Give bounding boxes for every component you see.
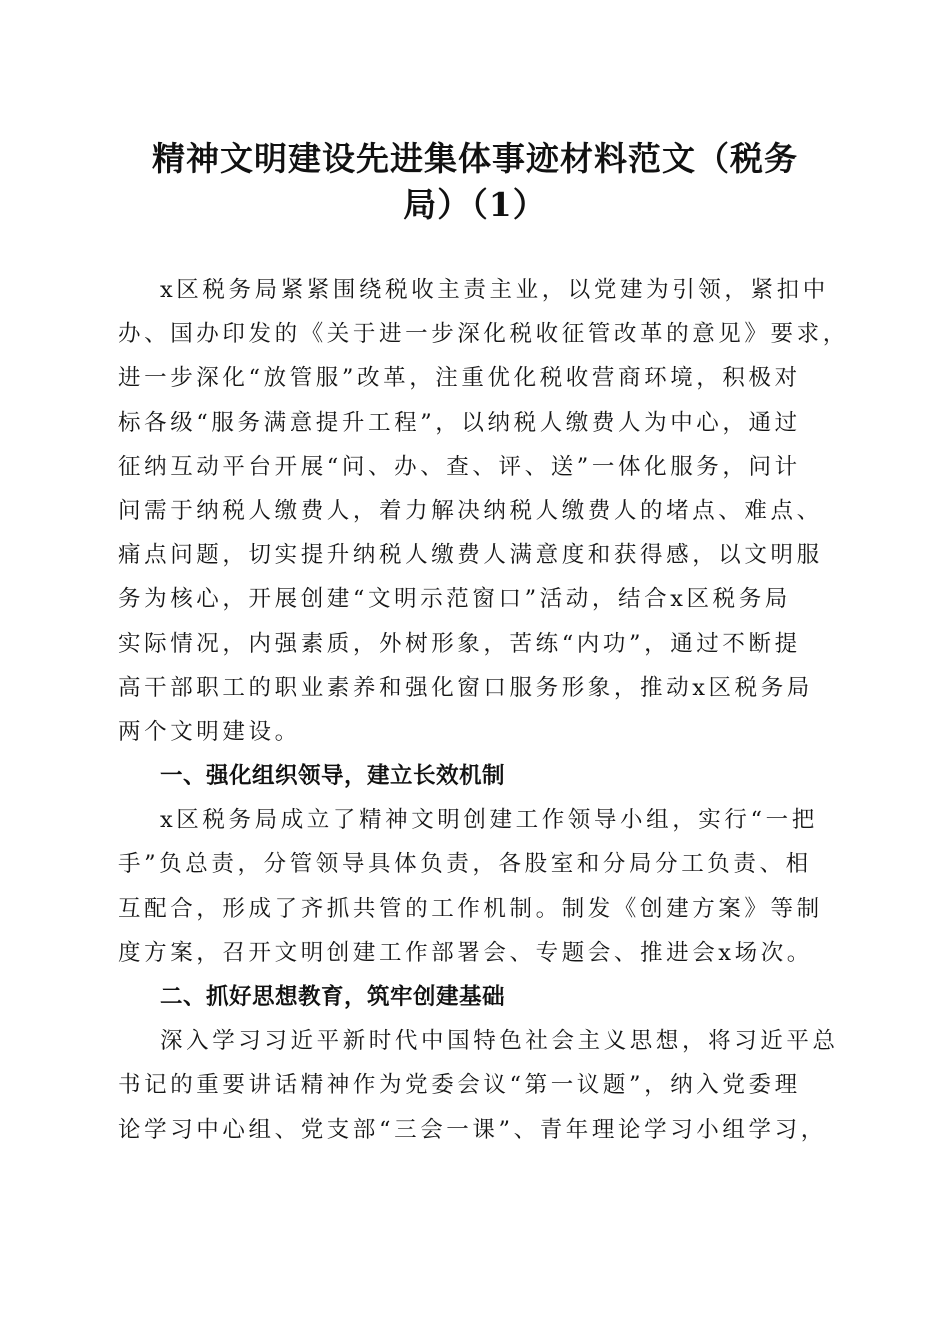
- text-line: 痛点问题，切实提升纳税人缴费人满意度和获得感，以文明服: [118, 542, 823, 569]
- text-line: 互配合，形成了齐抓共管的工作机制。制发《创建方案》等制: [118, 895, 823, 922]
- title-line-1: 精神文明建设先进集体事迹材料范文（税务: [152, 139, 798, 178]
- document-title: [120, 136, 830, 228]
- text-line: x区税务局紧紧围绕税收主责主业，以党建为引领，紧扣中: [160, 277, 829, 303]
- text-line: 深入学习习近平新时代中国特色社会主义思想，将习近平总: [160, 1028, 839, 1055]
- text-line: x区税务局成立了精神文明创建工作领导小组，实行“一把: [160, 807, 818, 834]
- text-line: 实际情况，内强素质，外树形象，苦练“内功”，通过不断提: [118, 630, 801, 657]
- text-line: 论学习中心组、党支部“三会一课”、青年理论学习小组学习，: [118, 1116, 827, 1143]
- text-line: 度方案，召开文明创建工作部署会、专题会、推进会x场次。: [118, 939, 813, 966]
- text-line: 进一步深化“放管服”改革，注重优化税收营商环境，积极对: [118, 365, 801, 392]
- text-line: 书记的重要讲话精神作为党委会议“第一议题”，纳入党委理: [118, 1072, 801, 1099]
- text-line: 高干部职工的职业素养和强化窗口服务形象，推动x区税务局: [118, 674, 813, 701]
- section-1-paragraph: [118, 798, 830, 975]
- section-heading-2: 二、抓好思想教育，筑牢创建基础: [160, 984, 506, 1010]
- title-line-2: 局）（1）: [403, 185, 547, 224]
- section-heading-1: 一、强化组织领导，建立长效机制: [160, 763, 506, 790]
- text-line: 务为核心，开展创建“文明示范窗口”活动，结合x区税务局: [118, 586, 791, 613]
- document-body: [118, 268, 849, 1152]
- text-line: 两个文明建设。: [118, 718, 301, 745]
- text-line: 手”负总责，分管领导具体负责，各股室和分局分工负责、相: [118, 851, 812, 878]
- text-line: 问需于纳税人缴费人，着力解决纳税人缴费人的堵点、难点、: [118, 497, 823, 524]
- text-line: 标各级“服务满意提升工程”，以纳税人缴费人为中心，通过: [118, 409, 801, 436]
- text-line: 征纳互动平台开展“问、办、查、评、送”一体化服务，问计: [118, 453, 801, 480]
- intro-paragraph: [118, 268, 849, 754]
- text-line: 办、国办印发的《关于进一步深化税收征管改革的意见》要求，: [118, 321, 849, 348]
- section-2-paragraph: [118, 1019, 839, 1152]
